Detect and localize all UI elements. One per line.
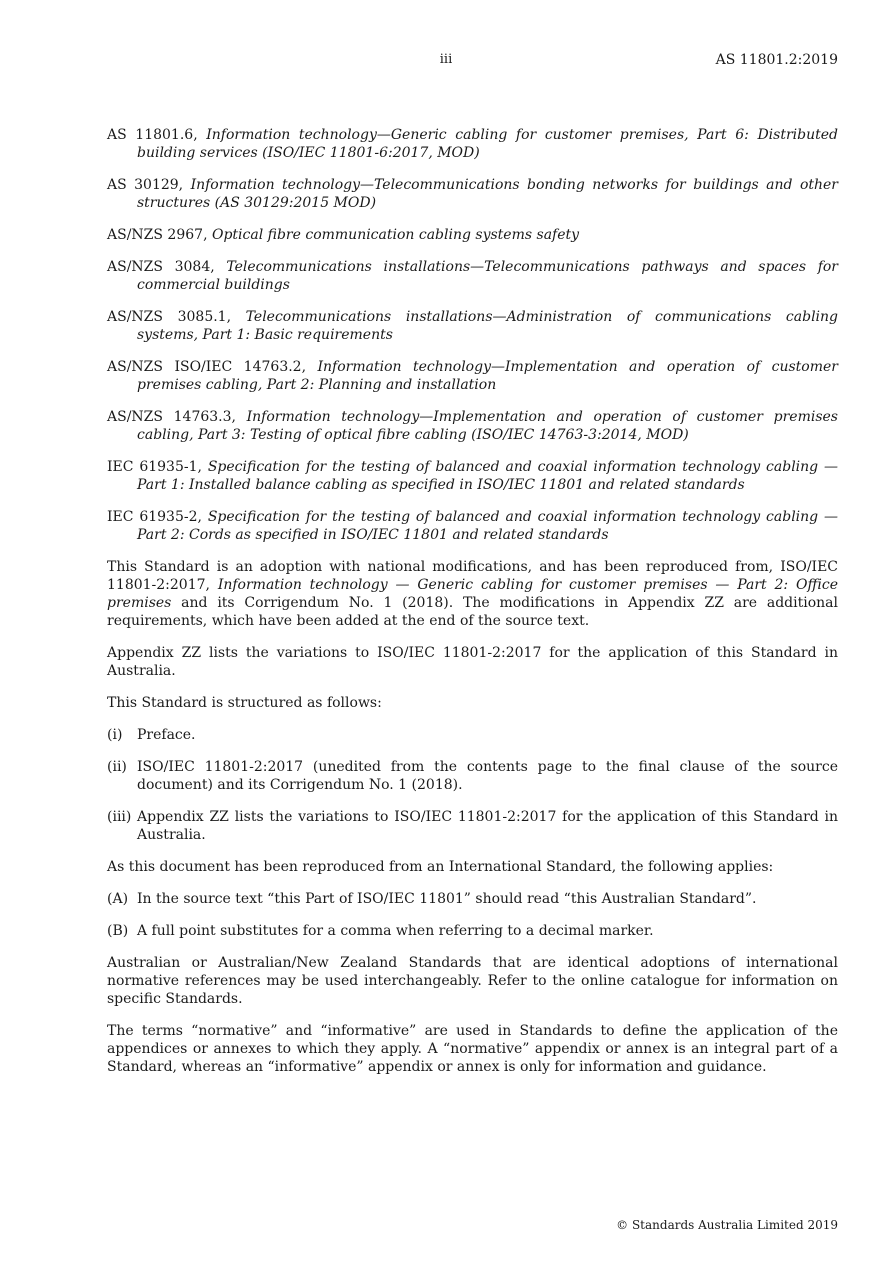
item-label: (A) bbox=[107, 891, 129, 907]
item-text: Appendix ZZ lists the variations to ISO/IEC 11801-2:2017 for the application of this Standard in Australia. bbox=[137, 809, 838, 843]
structure-item bbox=[107, 726, 838, 744]
reference-title: Specification for the testing of balanced and coaxial information technology cabling — Part 1: Installed balance cabling as specified in ISO/IEC 11801 and related standards bbox=[137, 459, 838, 493]
page-number: iii bbox=[439, 52, 453, 67]
applies-list bbox=[107, 890, 838, 940]
reference-title: Specification for the testing of balanced and coaxial information technology cabling — Part 2: Cords as specified in ISO/IEC 11801 and related standards bbox=[137, 509, 838, 543]
reference-title: Information technology—Telecommunications bonding networks for buildings and other structures (AS 30129:2015 MOD) bbox=[137, 177, 838, 211]
structure-intro: This Standard is structured as follows: bbox=[107, 695, 382, 711]
applies-item bbox=[107, 890, 838, 908]
structure-list bbox=[107, 726, 838, 844]
reference-code: AS 11801.6, bbox=[107, 127, 207, 143]
adoption-text: This Standard is an adoption with national modifications, and has been reproduced from, ISO/IEC 11801-2:2017, bbox=[107, 559, 838, 593]
adoption-text-end: and its Corrigendum No. 1 (2018). The modifications in Appendix ZZ are additional requirements, which have been added at the end of the source text. bbox=[107, 595, 838, 629]
reference-code: AS/NZS 2967, bbox=[107, 227, 212, 243]
item-label: (B) bbox=[107, 923, 129, 939]
reference-code: AS/NZS 3084, bbox=[107, 259, 227, 275]
document-id: AS 11801.2:2019 bbox=[715, 52, 838, 68]
reference-item bbox=[107, 308, 838, 344]
structure-item bbox=[107, 758, 838, 794]
reference-title: Optical fibre communication cabling systems safety bbox=[211, 227, 580, 243]
reference-item bbox=[107, 176, 838, 212]
item-label: (iii) bbox=[107, 809, 132, 825]
reference-item bbox=[107, 126, 838, 162]
item-text: In the source text “this Part of ISO/IEC 11801” should read “this Australian Standard”. bbox=[137, 891, 757, 907]
adoption-paragraph bbox=[107, 558, 838, 630]
reference-item bbox=[107, 508, 838, 544]
reference-item bbox=[107, 258, 838, 294]
reference-code: AS/NZS 3085.1, bbox=[107, 309, 246, 325]
reference-code: IEC 61935-2, bbox=[107, 509, 208, 525]
reference-title: Information technology—Implementation and operation of customer premises cabling, Part 2: Planning and installation bbox=[137, 359, 838, 393]
reference-code: AS 30129, bbox=[107, 177, 191, 193]
item-text: Preface. bbox=[137, 727, 196, 743]
reference-list bbox=[107, 126, 838, 544]
reference-title: Information technology—Generic cabling for customer premises, Part 6: Distributed building services (ISO/IEC 11801-6:2017, MOD) bbox=[137, 127, 838, 161]
item-text: A full point substitutes for a comma when referring to a decimal marker. bbox=[137, 923, 654, 939]
copyright-footer: © Standards Australia Limited 2019 bbox=[616, 1218, 838, 1232]
reference-code: IEC 61935-1, bbox=[107, 459, 208, 475]
reference-item bbox=[107, 358, 838, 394]
item-text: ISO/IEC 11801-2:2017 (unedited from the contents page to the final clause of the source document) and its Corrigendum No. 1 (2018). bbox=[137, 759, 838, 793]
item-label: (ii) bbox=[107, 759, 127, 775]
item-label: (i) bbox=[107, 727, 123, 743]
page-content bbox=[107, 126, 838, 1090]
reference-title: Telecommunications installations—Telecommunications pathways and spaces for commercial buildings bbox=[137, 259, 838, 293]
reference-item bbox=[107, 226, 838, 244]
reference-title: Telecommunications installations—Administration of communications cabling systems, Part 1: Basic requirements bbox=[137, 309, 839, 343]
reference-code: AS/NZS 14763.3, bbox=[107, 409, 247, 425]
applies-item bbox=[107, 922, 838, 940]
reference-item bbox=[107, 408, 838, 444]
applies-intro: As this document has been reproduced from an International Standard, the following applies: bbox=[107, 859, 774, 875]
reference-code: AS/NZS ISO/IEC 14763.2, bbox=[107, 359, 318, 375]
reference-title: Information technology—Implementation and operation of customer premises cabling, Part 3: Testing of optical fibre cabling (ISO/IEC 14763-3:2014, MOD) bbox=[137, 409, 838, 443]
reference-item bbox=[107, 458, 838, 494]
appendix-note: Appendix ZZ lists the variations to ISO/IEC 11801-2:2017 for the application of this Standard in Australia. bbox=[107, 645, 838, 679]
terms-note: The terms “normative” and “informative” are used in Standards to define the application of the appendices or annexes to which they apply. A “normative” appendix or annex is an integral part of a Standard, whereas an “informative” appendix or annex is only for information and guidance. bbox=[107, 1023, 838, 1075]
structure-item bbox=[107, 808, 838, 844]
identical-adoptions-note: Australian or Australian/New Zealand Standards that are identical adoptions of international normative references may be used interchangeably. Refer to the online catalogue for information on specific Standards. bbox=[107, 955, 838, 1007]
adoption-source-title: Information technology — Generic cabling for customer premises — Part 2: Office premises bbox=[107, 577, 838, 611]
